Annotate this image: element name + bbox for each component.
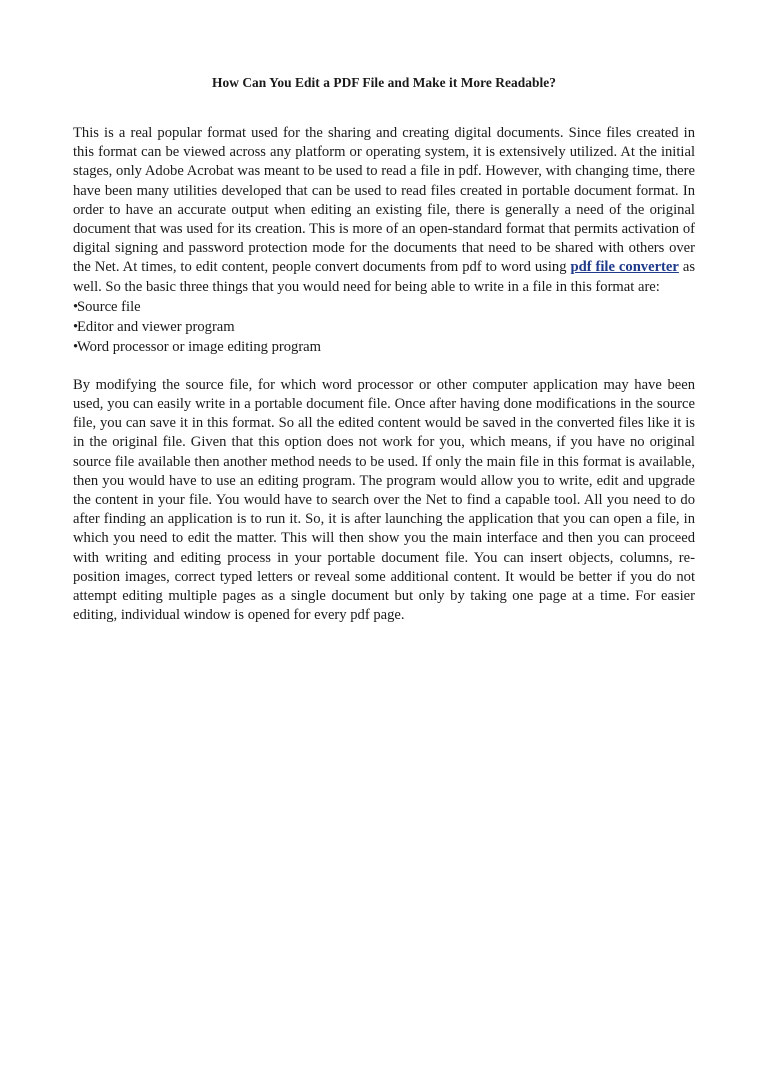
pdf-file-converter-link[interactable]: pdf file converter: [570, 259, 679, 276]
requirements-list: [73, 297, 695, 357]
paragraph-intro: [73, 124, 695, 297]
list-item-label: Word processor or image editing program: [77, 338, 322, 355]
list-item-label: Source file: [77, 298, 141, 315]
paragraph-editing: By modifying the source file, for which word processor or other computer application may have been used, you can easily write in a portable document file. Once after having done modifications in the source file, you can save it in this format. So all the edited content would be saved in the converted files like it is in the original file. Given that this option does not work for you, which means, if you have no original source file available then another method needs to be used. If only the main file in this format is available, then you would have to use an editing program. The program would allow you to write, edit and upgrade the content in your file. You would have to search over the Net to find a capable tool. All you need to do after finding an application is to run it. So, it is after launching the application that you can open a file, in which you need to edit the matter. This will then show you the main interface and then you can proceed with writing and editing process in your portable document file. You can insert objects, columns, re-position images, correct typed letters or reveal some additional content. It would be better if you do not attempt editing multiple pages as a single document but only by taking one page at a time. For easier editing, individual window is opened for every pdf page.: [73, 376, 695, 624]
list-item: [73, 297, 695, 317]
paragraph-intro-text: This is a real popular format used for the sharing and creating digital documents. Since files created in this format can be viewed across any platform or operating system, it is extensively utilized. At the initial stages, only Adobe Acrobat was meant to be used to read a file in pdf. However, with changing time, there have been many utilities developed that can be used to read files created in portable document format. In order to have an accurate output when editing an existing file, there is generally a need of the original document that was used for its creation. This is more of an open-standard format that permits activation of digital signing and password protection mode for the documents that need to be shared with others over the Net. At times, to edit content, people convert documents from pdf to word using: [73, 125, 695, 276]
list-item: [73, 317, 695, 337]
list-item-label: Editor and viewer program: [77, 318, 235, 335]
bullet-icon: •: [73, 338, 79, 355]
bullet-icon: •: [73, 318, 79, 335]
paragraph-spacer: [73, 357, 695, 376]
bullet-icon: •: [73, 298, 79, 315]
document-page: [73, 73, 695, 625]
document-title: How Can You Edit a PDF File and Make it More Readable?: [211, 75, 557, 90]
paragraph-intro-text-continued: as well. So the basic three things that you would need for being able to write in a file in this format are:: [73, 259, 696, 295]
list-item: [73, 337, 695, 357]
